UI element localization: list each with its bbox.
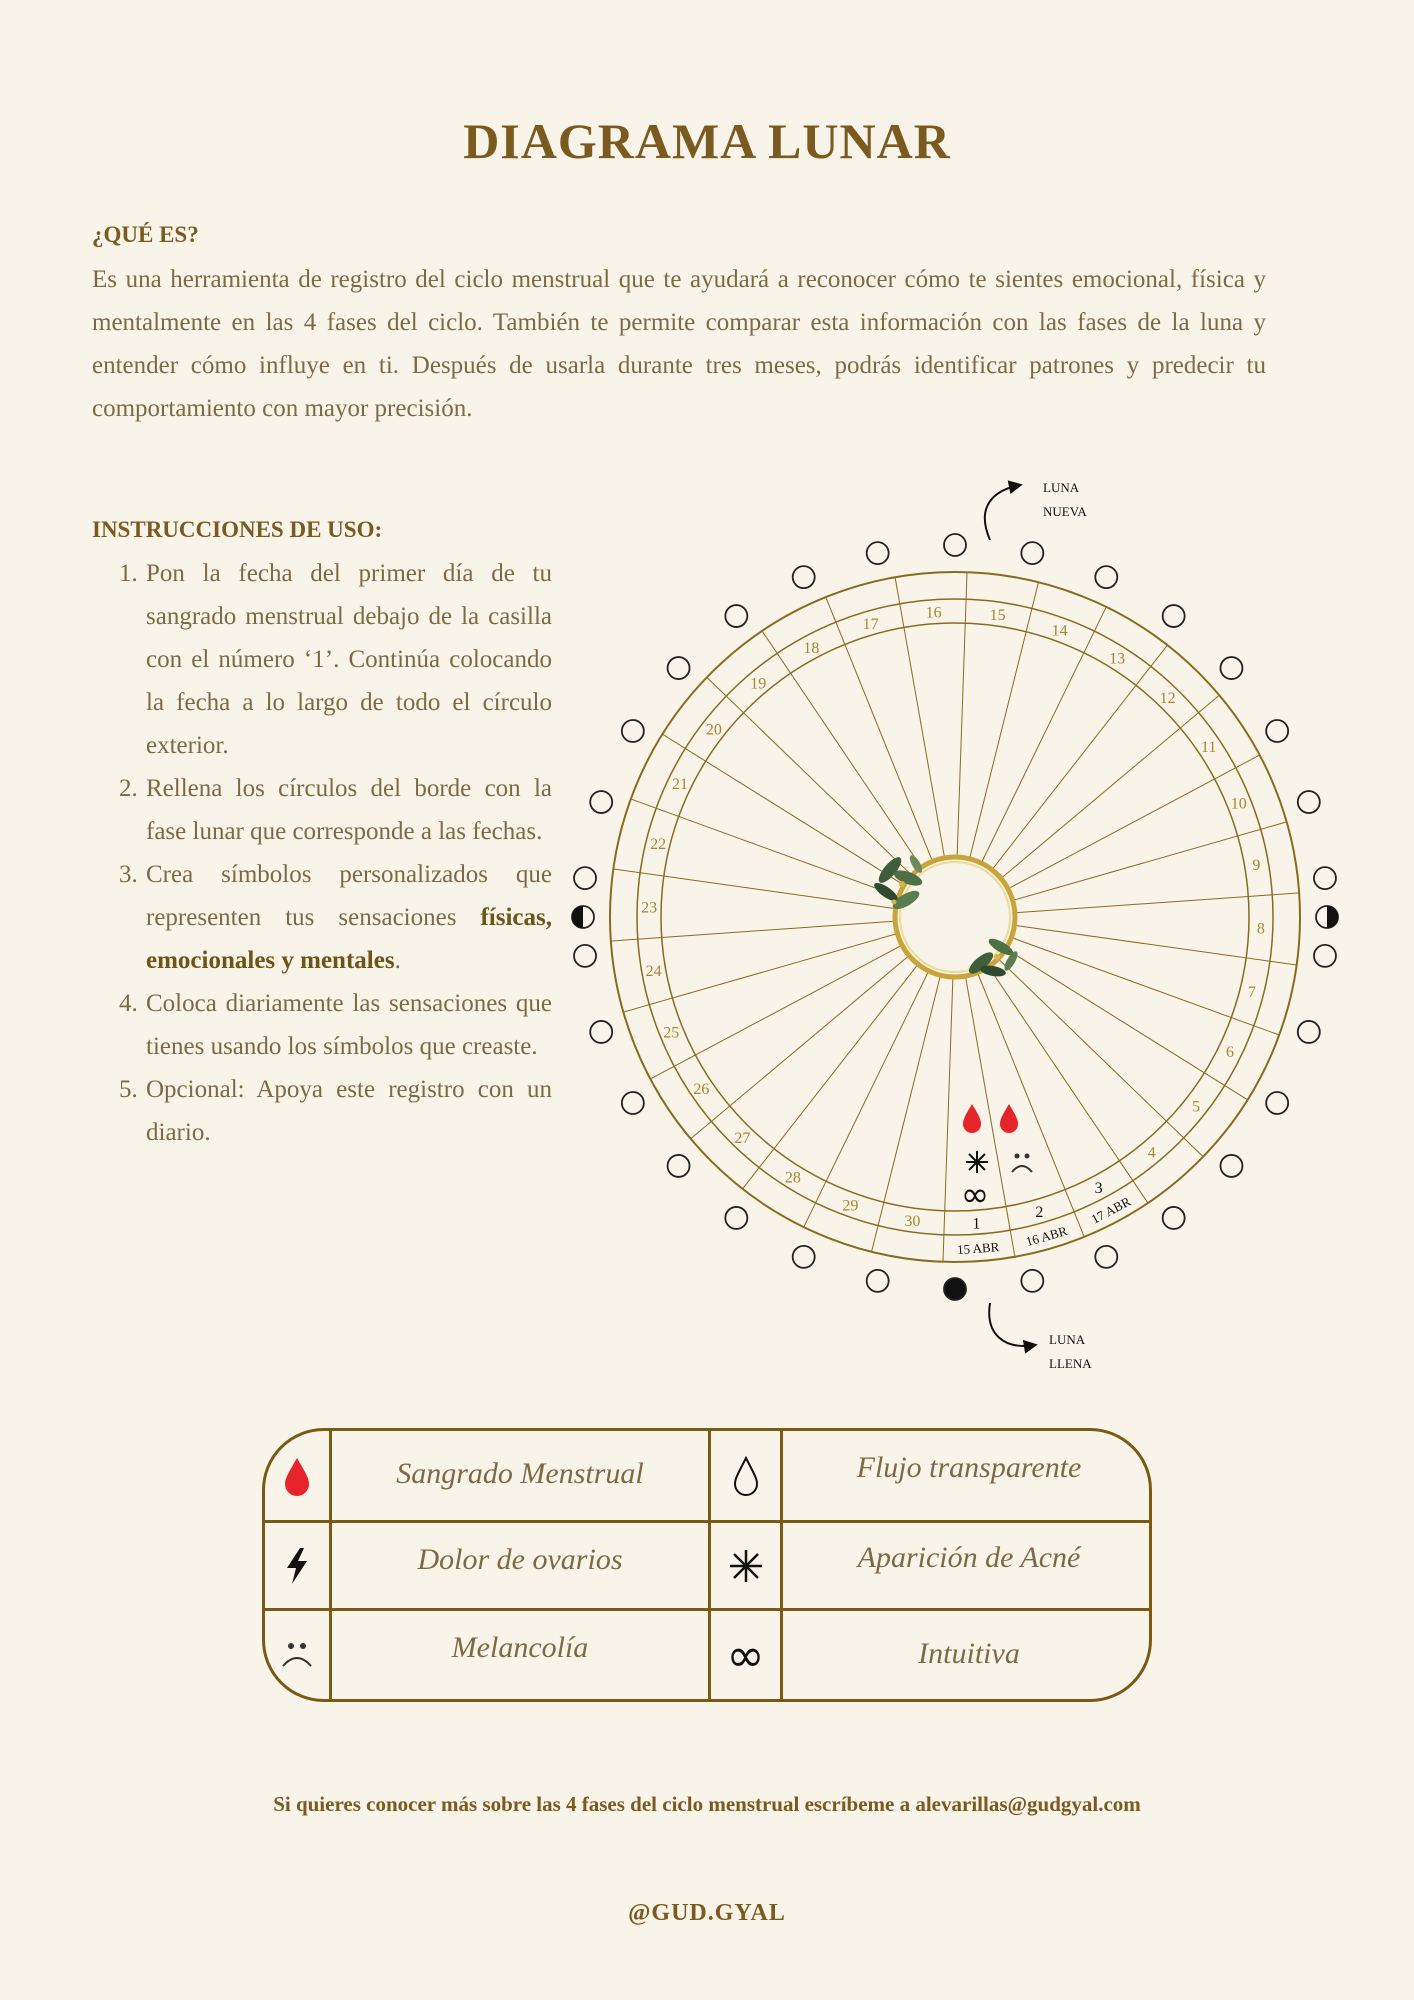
day-number: 2 <box>1035 1204 1044 1222</box>
step-4: 4. Coloca diariamente las sensaciones que tienes usando los símbolos que creaste. <box>144 982 552 1068</box>
moon-phase-circle[interactable] <box>590 791 612 813</box>
moon-phase-circle[interactable] <box>1314 945 1336 967</box>
full-moon-label-1: LUNA <box>1049 1332 1086 1347</box>
segment-divider <box>623 934 895 1012</box>
segment-divider <box>631 799 897 896</box>
moon-phase-circle[interactable] <box>725 605 747 627</box>
segment-divider <box>993 645 1167 868</box>
new-moon-arrow <box>985 485 1020 540</box>
legend-label-6: Intuitiva <box>918 1637 1020 1670</box>
moon-phase-circle[interactable] <box>793 566 815 588</box>
infinity-icon: ∞ <box>960 1175 990 1215</box>
day-number: 8 <box>1256 920 1265 938</box>
segment-divider <box>691 957 908 1139</box>
segment-divider <box>1016 926 1296 965</box>
moon-phase-circle[interactable] <box>1095 566 1117 588</box>
day-number: 14 <box>1051 622 1068 640</box>
half-moon-icon <box>572 906 594 928</box>
legend-label-1: Sangrado Menstrual <box>396 1457 644 1490</box>
sad-face-icon <box>265 1611 329 1699</box>
new-moon-label-1: LUNA <box>1043 480 1080 495</box>
full-moon-arrow <box>989 1303 1035 1346</box>
day-number: 22 <box>650 835 667 853</box>
day-number: 15 <box>989 606 1006 624</box>
moon-phase-circle[interactable] <box>944 534 966 556</box>
moon-phase-circle[interactable] <box>1298 1021 1320 1043</box>
social-handle: @GUD.GYAL <box>628 1900 786 1926</box>
day-number: 21 <box>671 775 688 793</box>
clear-drop-icon <box>711 1431 780 1520</box>
day-number: 20 <box>705 721 722 739</box>
date-label: 15 ABR <box>956 1239 1000 1258</box>
segment-divider <box>1015 822 1287 900</box>
moon-phase-circle[interactable] <box>1266 720 1288 742</box>
day-number: 24 <box>645 963 662 981</box>
day-number: 17 <box>862 615 879 633</box>
day-number: 28 <box>784 1169 801 1187</box>
segment-divider <box>611 921 893 941</box>
moon-phase-circle[interactable] <box>1314 867 1336 889</box>
step-2: 2. Rellena los círculos del borde con la fase lunar que corresponde a las fechas. <box>144 767 552 853</box>
moon-phase-circle[interactable] <box>668 1155 690 1177</box>
full-moon-label-2: LLENA <box>1049 1356 1092 1371</box>
moon-phase-circle[interactable] <box>867 1270 889 1292</box>
step-1: 1. Pon la fecha del primer día de tu sangrado menstrual debajo de la casilla con el número ‘1’. Continúa colocando la fecha a lo largo de todo el círculo exterior. <box>144 552 552 767</box>
page-title: DIAGRAMA LUNAR <box>463 113 951 169</box>
day-number: 5 <box>1192 1098 1201 1116</box>
intro-paragraph: Es una herramienta de registro del ciclo menstrual que te ayudará a reconocer cómo te sientes emocional, física y mentalmente en las 4 fases del ciclo. También te permite comparar esta información con las fases de la luna y entender cómo influye en ti. Después de usarla durante tres meses, podrás identificar patrones y predecir tu comportamiento con mayor precisión. <box>92 266 1266 422</box>
moon-phase-circle[interactable] <box>622 1092 644 1114</box>
day-1-symbols <box>961 1104 1032 1215</box>
moon-phase-circle[interactable] <box>1220 1155 1242 1177</box>
segment-divider <box>1010 755 1260 888</box>
day-number: 18 <box>803 639 820 657</box>
day-number: 10 <box>1230 795 1247 813</box>
blood-drop-icon <box>963 1104 981 1133</box>
moon-phase-circle[interactable] <box>1266 1092 1288 1114</box>
date-label: 17 ABR <box>1088 1193 1134 1227</box>
contact-note: Si quieres conocer más sobre las 4 fases del ciclo menstrual escríbeme a alevarillas@gudgyal.com <box>273 1792 1141 1816</box>
day-number: 12 <box>1159 689 1176 707</box>
day-number: 30 <box>904 1213 921 1231</box>
moon-phase-circle[interactable] <box>668 657 690 679</box>
day-number: 25 <box>663 1024 680 1042</box>
segment-divider <box>943 979 953 1262</box>
moon-phase-circle[interactable] <box>574 867 596 889</box>
day-number: 3 <box>1094 1180 1103 1198</box>
segment-divider <box>650 946 900 1079</box>
moon-phase-circle[interactable] <box>1095 1246 1117 1268</box>
day-number: 4 <box>1147 1144 1156 1162</box>
segment-divider <box>1000 960 1204 1157</box>
moon-phase-circle[interactable] <box>1220 657 1242 679</box>
day-number: 19 <box>750 675 767 693</box>
day-number: 23 <box>641 899 658 917</box>
moon-phase-circle[interactable] <box>1298 791 1320 813</box>
step-5: 5. Opcional: Apoya este registro con un diario. <box>144 1068 552 1154</box>
step-3: 3. Crea símbolos personalizados que representen tus sensaciones físicas, emocionales y mentales. <box>144 853 552 982</box>
moon-phase-circle[interactable] <box>1021 1270 1043 1292</box>
moon-phase-circle[interactable] <box>867 542 889 564</box>
legend-label-5: Melancolía <box>451 1631 589 1664</box>
segment-divider <box>957 572 967 855</box>
lightning-icon <box>265 1523 329 1608</box>
moon-phase-circle[interactable] <box>1021 542 1043 564</box>
asterisk-icon <box>711 1523 780 1608</box>
blood-drop-icon <box>1000 1104 1018 1133</box>
blood-drop-icon <box>265 1431 329 1520</box>
infinity-icon: ∞ <box>726 1628 765 1682</box>
day-number: 1 <box>972 1215 981 1233</box>
segment-divider <box>990 968 1148 1203</box>
day-number: 29 <box>842 1197 859 1215</box>
segment-divider <box>662 734 902 884</box>
day-number: 16 <box>925 604 942 622</box>
half-moon-icon <box>1316 906 1338 928</box>
segment-divider <box>1008 950 1248 1100</box>
moon-phase-circle[interactable] <box>793 1246 815 1268</box>
moon-phase-circle[interactable] <box>1163 1207 1185 1229</box>
segment-divider <box>1017 893 1299 913</box>
day-number: 7 <box>1247 984 1256 1002</box>
what-heading: ¿QUÉ ES? <box>92 222 199 247</box>
legend-label-2: Flujo transparente <box>856 1451 1082 1484</box>
legend-label-4: Aparición de Acné <box>857 1541 1081 1574</box>
segment-divider <box>743 966 917 1189</box>
day-number: 11 <box>1200 738 1217 756</box>
moon-phase-circle[interactable] <box>725 1207 747 1229</box>
legend-label-3: Dolor de ovarios <box>417 1543 623 1576</box>
segment-divider <box>1013 938 1279 1035</box>
day-number: 13 <box>1109 650 1126 668</box>
moon-phase-circle[interactable] <box>1163 605 1185 627</box>
segment-divider <box>978 974 1084 1236</box>
day-number: 27 <box>734 1130 751 1148</box>
instructions-heading: INSTRUCCIONES DE USO: <box>92 517 383 542</box>
day-number: 26 <box>693 1081 710 1099</box>
segment-divider <box>826 597 932 859</box>
asterisk-icon <box>966 1151 988 1173</box>
segment-divider <box>1002 695 1219 877</box>
segment-divider <box>707 677 911 874</box>
date-label: 16 ABR <box>1024 1223 1069 1250</box>
moon-phase-circle[interactable] <box>590 1021 612 1043</box>
moon-phase-circle[interactable] <box>944 1278 966 1300</box>
day-number: 6 <box>1226 1044 1235 1062</box>
moon-phase-circle[interactable] <box>622 720 644 742</box>
new-moon-label-2: NUEVA <box>1043 504 1087 519</box>
moon-phase-circle[interactable] <box>574 945 596 967</box>
sad-face-icon <box>1012 1155 1032 1173</box>
symbol-legend <box>262 1428 1152 1702</box>
day-number: 9 <box>1252 856 1261 874</box>
step-3-bold: físicas, emocionales y mentales <box>146 904 553 974</box>
segment-divider <box>762 631 920 866</box>
